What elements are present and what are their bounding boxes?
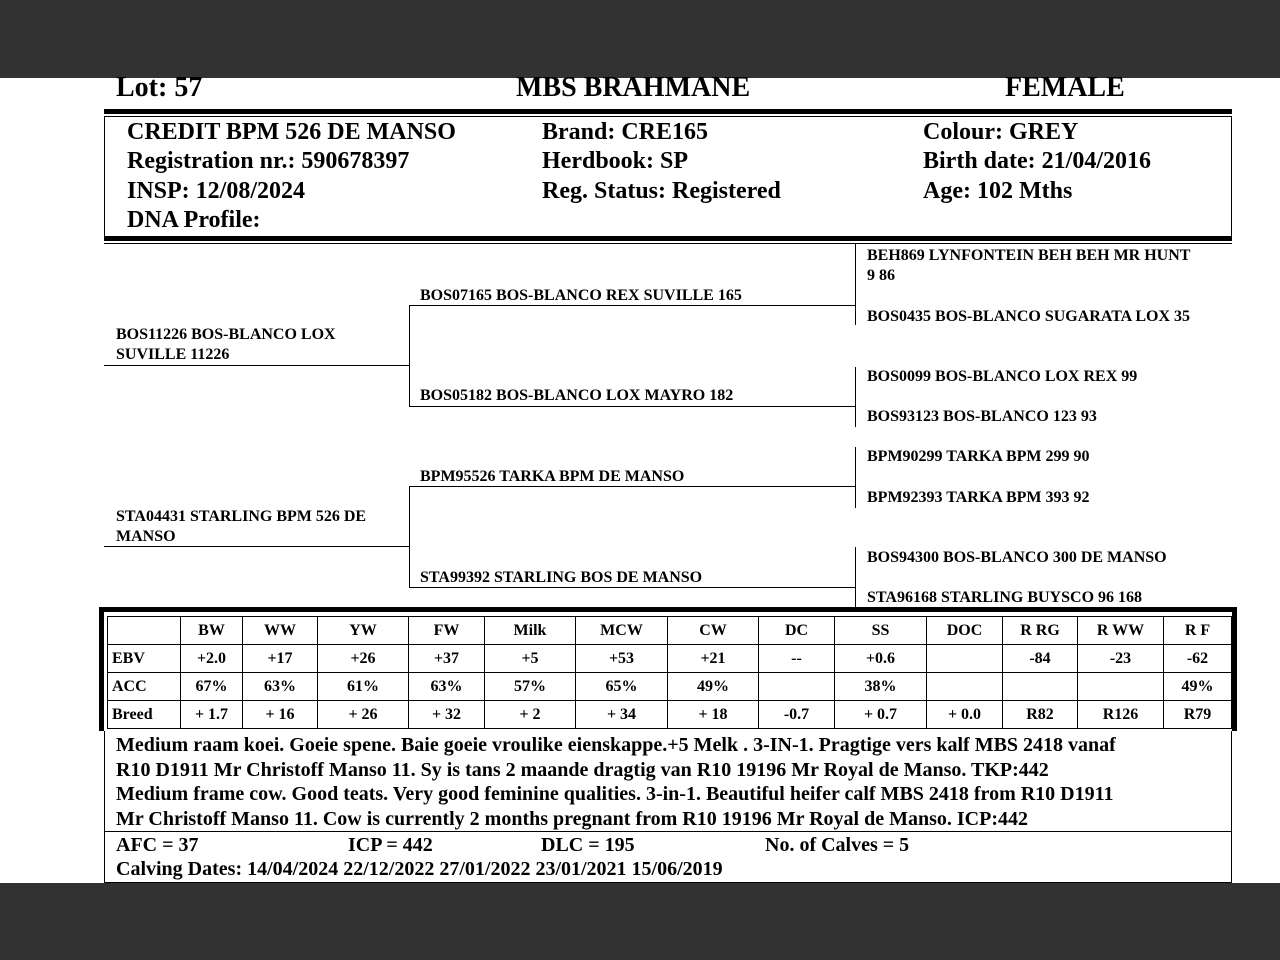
ebv-cell: -- (759, 645, 835, 673)
calving-dates: Calving Dates: 14/04/2024 22/12/2022 27/01/2022 23/01/2021 15/06/2019 (116, 858, 723, 880)
registration-status: Reg. Status: Registered (542, 178, 781, 204)
pedigree-dam-sire: BPM95526 TARKA BPM DE MANSO (420, 468, 685, 485)
ebv-cell: +2.0 (181, 645, 243, 673)
sire-line (104, 365, 409, 366)
ebv-frame-right (1232, 607, 1237, 731)
gg-bracket-4 (855, 547, 856, 608)
ebv-cell (1003, 673, 1078, 701)
icp-value: ICP = 442 (348, 834, 433, 856)
ebv-cell (759, 673, 835, 701)
ebv-cell: + 0.0 (927, 701, 1003, 729)
age: Age: 102 Mths (923, 178, 1073, 204)
ebv-cell: ACC (108, 673, 181, 701)
ebv-header-cell: R WW (1078, 617, 1164, 645)
calves-count: No. of Calves = 5 (765, 834, 910, 856)
gg-bracket-3 (855, 447, 856, 508)
ebv-cell (1078, 673, 1164, 701)
ebv-cell: -0.7 (759, 701, 835, 729)
ebv-cell: + 2 (485, 701, 576, 729)
ebv-frame-left (99, 607, 104, 731)
catalogue-page (0, 72, 1280, 883)
ebv-cell: 67% (181, 673, 243, 701)
comments-right-border (1231, 731, 1232, 883)
ebv-cell: +0.6 (835, 645, 927, 673)
brand: Brand: CRE165 (542, 119, 709, 145)
ebv-header-cell: DC (759, 617, 835, 645)
animal-name: CREDIT BPM 526 DE MANSO (127, 119, 456, 145)
dam-line (104, 546, 409, 547)
ebv-header-cell: MCW (576, 617, 668, 645)
ebv-cell: 49% (668, 673, 759, 701)
dam-dam-line (409, 587, 855, 588)
pedigree-gg-7: BOS94300 BOS-BLANCO 300 DE MANSO (867, 549, 1167, 566)
pedigree-sire-dam: BOS05182 BOS-BLANCO LOX MAYRO 182 (420, 387, 734, 404)
breed-title: MBS BRAHMANE (516, 72, 751, 103)
ebv-header-cell (108, 617, 181, 645)
pedigree-gg-2: BOS0435 BOS-BLANCO SUGARATA LOX 35 (867, 308, 1191, 325)
ebv-cell: 57% (485, 673, 576, 701)
header-left-border (104, 116, 105, 238)
ebv-cell: 49% (1164, 673, 1232, 701)
ebv-cell: -84 (1003, 645, 1078, 673)
pedigree-gg-3: BOS0099 BOS-BLANCO LOX REX 99 (867, 368, 1138, 385)
ebv-cell: 63% (243, 673, 318, 701)
inspection-date: INSP: 12/08/2024 (127, 178, 306, 204)
ebv-cell: + 16 (243, 701, 318, 729)
ebv-cell: +37 (409, 645, 485, 673)
sex-label: FEMALE (1005, 72, 1125, 103)
ebv-header-cell: CW (668, 617, 759, 645)
comment-english-line-2: Mr Christoff Manso 11. Cow is currently 2 months pregnant from R10 19196 Mr Royal de Manso. ICP:442 (116, 808, 1029, 830)
header-rule-thick (104, 109, 1232, 114)
comment-english-line-1: Medium frame cow. Good teats. Very good feminine qualities. 3-in-1. Beautiful heifer calf MBS 2418 from R10 D1911 (116, 783, 1114, 805)
ebv-cell: + 1.7 (181, 701, 243, 729)
ebv-cell: R82 (1003, 701, 1078, 729)
ebv-row (108, 673, 1232, 701)
ebv-header-cell: R F (1164, 617, 1232, 645)
ebv-cell: 38% (835, 673, 927, 701)
ebv-cell: +5 (485, 645, 576, 673)
ebv-cell (927, 645, 1003, 673)
ebv-header-cell: WW (243, 617, 318, 645)
sire-dam-line (409, 406, 855, 407)
ebv-cell: + 0.7 (835, 701, 927, 729)
ebv-header-cell: FW (409, 617, 485, 645)
ebv-cell: -62 (1164, 645, 1232, 673)
ebv-cell: R126 (1078, 701, 1164, 729)
ebv-header-cell: R RG (1003, 617, 1078, 645)
ebv-frame-top (99, 607, 1237, 612)
ebv-header-cell: DOC (927, 617, 1003, 645)
birth-date: Birth date: 21/04/2016 (923, 148, 1151, 174)
dam-bracket (409, 486, 410, 587)
ebv-table (107, 616, 1232, 729)
gg-bracket-1 (855, 244, 856, 325)
pedigree-gg-6: BPM92393 TARKA BPM 393 92 (867, 489, 1090, 506)
ebv-cell: R79 (1164, 701, 1232, 729)
comment-afrikaans-line-1: Medium raam koei. Goeie spene. Baie goeie vroulike eienskappe.+5 Melk . 3-IN-1. Pragtige vers kalf MBS 2418 vanaf (116, 734, 1116, 756)
pedigree-gg-8: STA96168 STARLING BUYSCO 96 168 (867, 589, 1143, 606)
registration-number: Registration nr.: 590678397 (127, 148, 410, 174)
comment-afrikaans-line-2: R10 D1911 Mr Christoff Manso 11. Sy is tans 2 maande dragtig van R10 19196 Mr Royal de Manso. TKP:442 (116, 759, 1049, 781)
ebv-cell: +26 (318, 645, 409, 673)
ebv-header-cell: YW (318, 617, 409, 645)
gg-bracket-2 (855, 367, 856, 427)
dam-sire-line (409, 486, 855, 487)
ebv-cell (927, 673, 1003, 701)
ebv-cell: Breed (108, 701, 181, 729)
afc-value: AFC = 37 (116, 834, 199, 856)
ebv-cell: + 26 (318, 701, 409, 729)
ebv-row (108, 645, 1232, 673)
pedigree-gg-1: BEH869 LYNFONTEIN BEH BEH MR HUNT 9 86 (867, 247, 1191, 284)
ebv-cell: 61% (318, 673, 409, 701)
pedigree-gg-5: BPM90299 TARKA BPM 299 90 (867, 448, 1090, 465)
herdbook: Herdbook: SP (542, 148, 689, 174)
comments-left-border (104, 731, 105, 883)
lot-number: Lot: 57 (116, 72, 203, 103)
pedigree-dam: STA04431 STARLING BPM 526 DE MANSO (116, 508, 367, 545)
ebv-cell: +53 (576, 645, 668, 673)
pedigree-dam-dam: STA99392 STARLING BOS DE MANSO (420, 569, 703, 586)
header-right-border (1231, 116, 1232, 238)
ebv-header-row (108, 617, 1232, 645)
sire-sire-line (409, 305, 855, 306)
sire-bracket (409, 305, 410, 406)
ebv-cell: + 34 (576, 701, 668, 729)
stats-divider (104, 831, 1232, 832)
pedigree-sire-sire: BOS07165 BOS-BLANCO REX SUVILLE 165 (420, 287, 742, 304)
details-rule-thin (104, 243, 1232, 244)
ebv-header-cell: Milk (485, 617, 576, 645)
colour: Colour: GREY (923, 119, 1079, 145)
ebv-row (108, 701, 1232, 729)
pedigree-sire: BOS11226 BOS-BLANCO LOX SUVILLE 11226 (116, 326, 336, 363)
ebv-cell: + 18 (668, 701, 759, 729)
ebv-header-cell: SS (835, 617, 927, 645)
ebv-cell: 63% (409, 673, 485, 701)
ebv-header-cell: BW (181, 617, 243, 645)
details-rule-thick (104, 236, 1232, 241)
ebv-cell: 65% (576, 673, 668, 701)
ebv-cell: EBV (108, 645, 181, 673)
ebv-cell: +17 (243, 645, 318, 673)
ebv-cell: + 32 (409, 701, 485, 729)
page-bottom-rule (104, 882, 1232, 883)
ebv-cell: +21 (668, 645, 759, 673)
dna-profile: DNA Profile: (127, 207, 261, 233)
dlc-value: DLC = 195 (541, 834, 635, 856)
header-rule-thin (104, 116, 1232, 117)
ebv-cell: -23 (1078, 645, 1164, 673)
pedigree-gg-4: BOS93123 BOS-BLANCO 123 93 (867, 408, 1097, 425)
